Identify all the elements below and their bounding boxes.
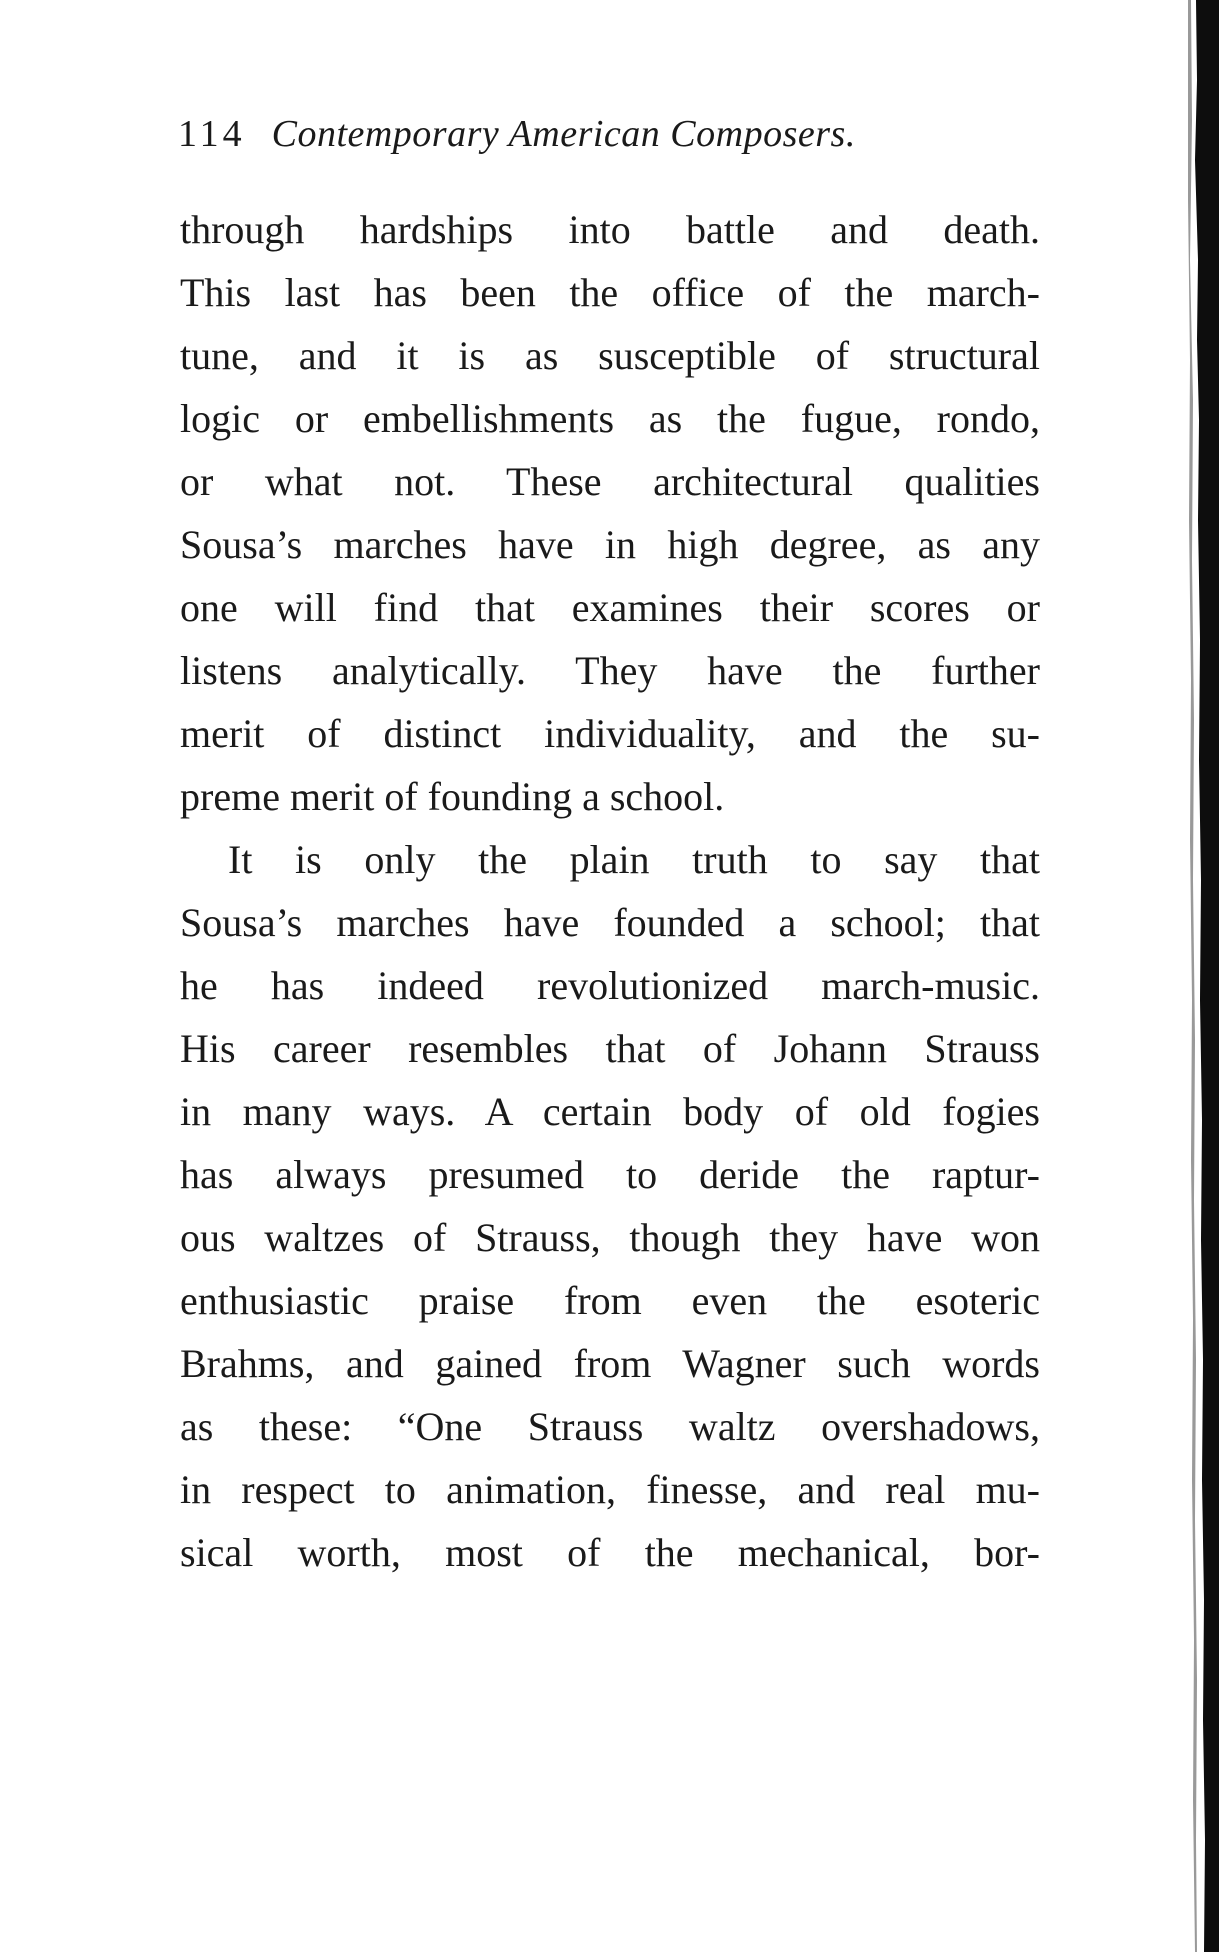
text-line: has always presumed to deride the raptur-	[180, 1152, 1040, 1197]
text-line: logic or embellishments as the fugue, rondo,	[180, 396, 1040, 441]
page-header	[178, 108, 1058, 158]
text-line: merit of distinct individuality, and the su-	[180, 711, 1040, 756]
text-line: one will find that examines their scores or	[180, 585, 1040, 630]
text-line: sical worth, most of the mechanical, bor-	[180, 1530, 1040, 1575]
text-line: enthusiastic praise from even the esoteric	[180, 1278, 1040, 1323]
text-line: listens analytically. They have the further	[180, 648, 1040, 693]
text-line: in respect to animation, finesse, and real mu-	[180, 1467, 1040, 1512]
page-number: 114	[178, 113, 246, 155]
text-line: preme merit of founding a school.	[180, 774, 725, 819]
text-line: or what not. These architectural qualities	[180, 459, 1040, 504]
text-line: It is only the plain truth to say that	[228, 837, 1040, 882]
text-line: he has indeed revolutionized march-music.	[180, 963, 1040, 1008]
running-title: Contemporary American Composers.	[271, 113, 856, 155]
text-line: His career resembles that of Johann Strauss	[180, 1026, 1040, 1071]
text-line: This last has been the office of the march-	[180, 270, 1040, 315]
body-text	[180, 198, 1040, 1584]
text-line: tune, and it is as susceptible of structural	[180, 333, 1040, 378]
text-line: ous waltzes of Strauss, though they have won	[180, 1215, 1040, 1260]
text-line: Sousa’s marches have founded a school; that	[180, 900, 1040, 945]
text-line: Sousa’s marches have in high degree, as any	[180, 522, 1040, 567]
text-line: Brahms, and gained from Wagner such words	[180, 1341, 1040, 1386]
text-line: as these: “One Strauss waltz overshadows,	[180, 1404, 1040, 1449]
page-spine-shadow	[1170, 0, 1219, 1952]
text-line: in many ways. A certain body of old fogies	[180, 1089, 1040, 1134]
text-line: through hardships into battle and death.	[180, 207, 1040, 252]
